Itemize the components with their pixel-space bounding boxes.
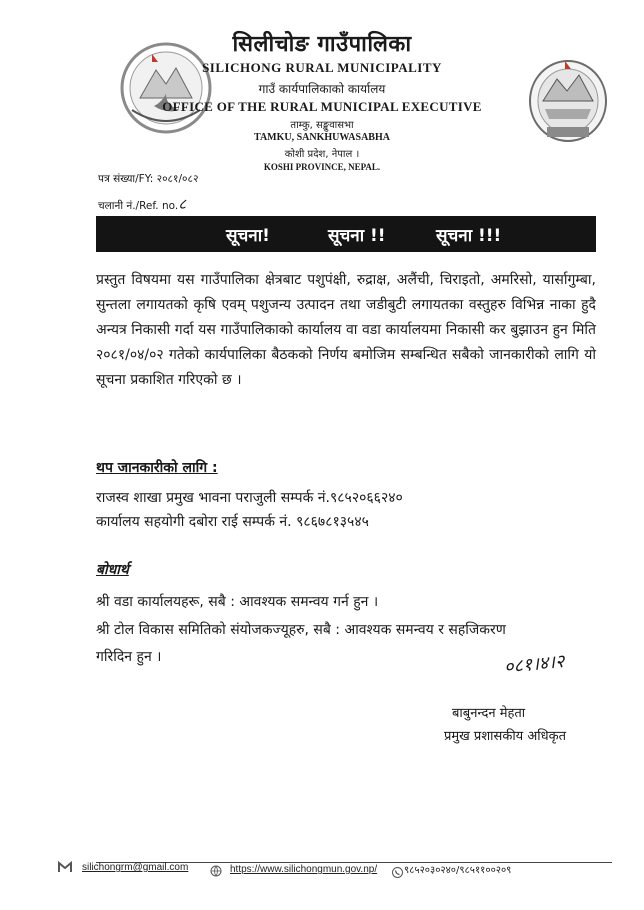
cc-line-tole-committees: श्री टोल विकास समितिको संयोजकज्यूहरु, सबै : आवश्यक समन्वय र सहजिकरण गरिदिन हुन । [96, 622, 506, 665]
notice-heading-3: सूचना !!! [436, 226, 502, 246]
contact-revenue-section: राजस्व शाखा प्रमुख भावना पराजुली सम्पर्क नं.९८५२०६६२४० [96, 490, 403, 506]
globe-icon [210, 862, 222, 881]
gmail-icon [58, 858, 72, 877]
notice-banner [96, 216, 596, 252]
ref-value: ८ [178, 195, 187, 213]
phone-icon [392, 863, 403, 882]
footer-phone-numbers: ९८५२०३०२४०/९८५११००२०९ [404, 865, 512, 876]
signature-date-scrawl: ०८१।४।२ [503, 650, 566, 679]
signatory-title: प्रमुख प्रशासकीय अधिकृत [444, 729, 567, 744]
address-en-line2: KOSHI PROVINCE, NEPAL. [263, 162, 381, 172]
more-info-heading: थप जानकारीको लागि : [96, 460, 218, 476]
municipality-name-en: SILICHONG RURAL MUNICIPALITY [202, 60, 442, 75]
address-np-line1: ताम्कु, सङ्खुवासभा [290, 120, 354, 131]
fy-label: पत्र संख्या/FY: [98, 173, 154, 185]
office-name-np: गाउँ कार्यपालिकाको कार्यालय [258, 82, 386, 96]
cc-heading: बोधार्थ [96, 562, 129, 578]
address-en-line1: TAMKU, SANKHUWASABHA [254, 132, 390, 143]
footer-website-link[interactable]: https://www.silichongmun.gov.np/ [230, 864, 378, 875]
address-np-line2: कोशी प्रदेश, नेपाल । [284, 149, 360, 160]
office-name-en: OFFICE OF THE RURAL MUNICIPAL EXECUTIVE [162, 99, 482, 114]
footer-email-link[interactable]: silichongrm@gmail.com [82, 862, 189, 873]
contact-office-assistant: कार्यालय सहयोगी दबोरा राई सम्पर्क नं. ९८६७८१३५४५ [96, 514, 369, 530]
notice-body-paragraph: प्रस्तुत विषयमा यस गाउँपालिका क्षेत्रबाट पशुपंक्षी, रुद्राक्ष, अलैंची, चिराइतो, अमरिसो, यार्सागुम्बा, सुन्तला लगायतको कृषि एवम् पशुजन्य उत्पादन तथा जडीबुटी लगायतका वस्तुहरु विभिन्न नाका हुदै अन्यत्र निकासी गर्दा यस गाउँपालिकाको कार्यालय वा वडा कार्यालयमा निकासी कर बुझाउन हुन मिति २०८१/०४/०२ गतेको कार्यपालिका बैठकको निर्णय बमोजिम सम्बन्धित सबैको जानकारीको लागि यो सूचना प्रकाशित गरिएको छ । [96, 272, 596, 388]
fiscal-year-reference [98, 172, 198, 186]
ref-label: चलानी नं./Ref. no. [98, 200, 179, 212]
cc-line-ward-offices: श्री वडा कार्यालयहरू, सबै : आवश्यक समन्वय गर्न हुन । [96, 594, 379, 610]
notice-heading-1: सूचना! [226, 226, 270, 246]
municipality-name-np: सिलीचोङ गाउँपालिका [232, 32, 412, 57]
signatory-name: बाबुनन्दन मेहता [452, 706, 526, 721]
notice-heading-2: सूचना !! [328, 226, 386, 246]
dispatch-reference [98, 194, 186, 214]
fy-value: २०८१/०८२ [156, 173, 199, 185]
